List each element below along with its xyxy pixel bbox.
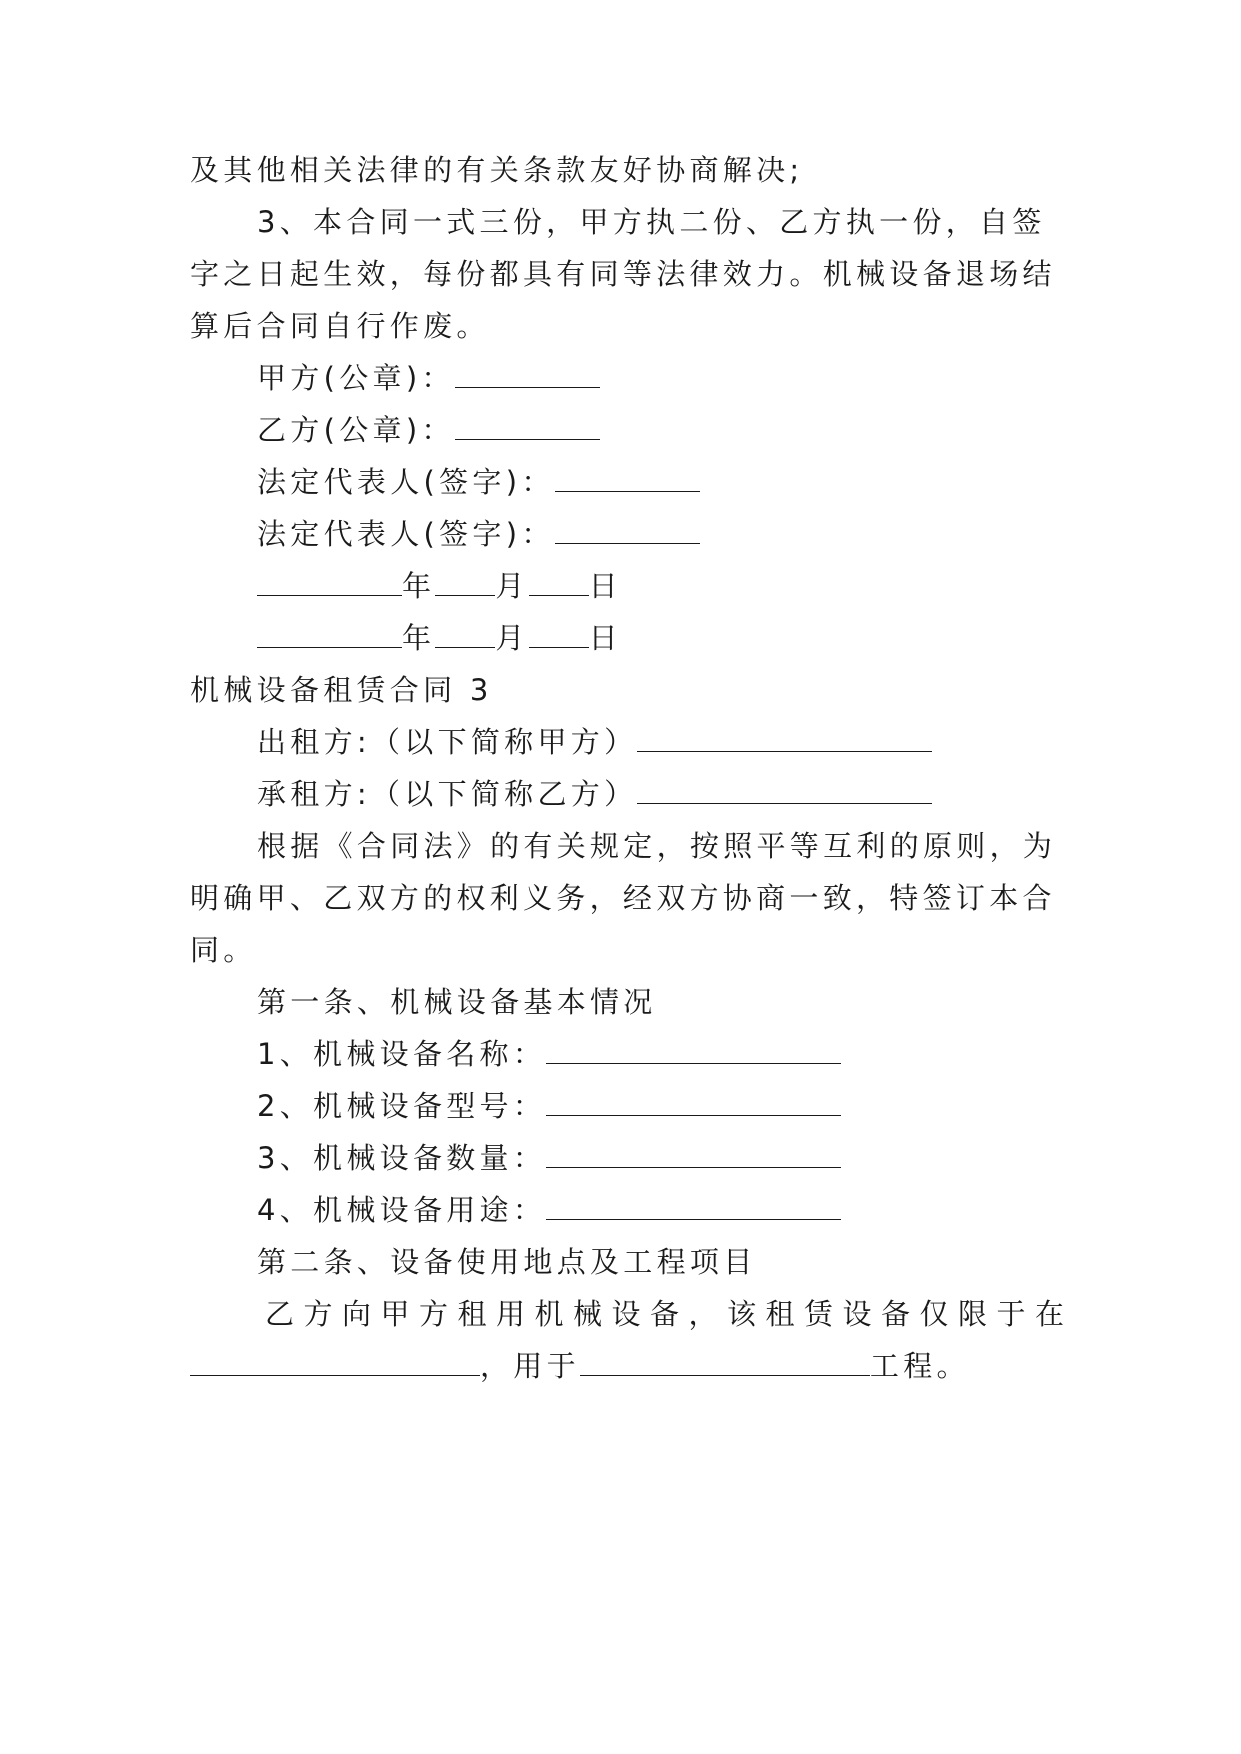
- date-day-label: 日: [588, 569, 622, 603]
- item-label: 4、机械设备用途：: [257, 1193, 547, 1227]
- representative-label: 法定代表人(签字)：: [257, 465, 555, 499]
- signature-party-b: [257, 410, 600, 450]
- representative-label: 法定代表人(签字)：: [257, 517, 555, 551]
- blank-line: [555, 465, 700, 492]
- article-item: [257, 1190, 841, 1230]
- paragraph-line: 字之日起生效，每份都具有同等法律效力。机械设备退场结: [190, 257, 1056, 291]
- lessor-label: 出租方:（以下简称甲方）: [257, 725, 638, 759]
- blank-line: [555, 517, 700, 544]
- blank-line: [546, 1089, 841, 1116]
- item-label: 3、机械设备数量：: [257, 1141, 547, 1175]
- blank-line: [637, 725, 932, 752]
- blank-line: [257, 621, 402, 648]
- paragraph-line: 算后合同自行作废。: [190, 309, 490, 343]
- blank-line: [190, 1349, 480, 1376]
- date-month-label: 月: [495, 621, 529, 655]
- representative-b: [257, 514, 700, 554]
- usage-label: ，用于: [480, 1349, 580, 1383]
- section-title: 机械设备租赁合同 3: [190, 673, 493, 707]
- signature-party-a: [257, 358, 600, 398]
- signature-label: 甲方(公章)：: [257, 361, 455, 395]
- date-year-label: 年: [402, 569, 436, 603]
- blank-line: [529, 621, 589, 648]
- article-item: [257, 1138, 841, 1178]
- article-title: 第一条、机械设备基本情况: [257, 985, 657, 1019]
- paragraph-line: 明确甲、乙双方的权利义务，经双方协商一致，特签订本合: [190, 881, 1056, 915]
- date-line: [257, 618, 622, 658]
- paragraph-line: 同。: [190, 933, 257, 967]
- lessee-label: 承租方:（以下简称乙方）: [257, 777, 638, 811]
- blank-line: [546, 1037, 841, 1064]
- blank-line: [435, 621, 495, 648]
- paragraph-line: 乙方向甲方租用机械设备，该租赁设备仅限于在: [265, 1297, 1074, 1331]
- signature-label: 乙方(公章)：: [257, 413, 455, 447]
- blank-line: [455, 361, 600, 388]
- blank-line: [435, 569, 495, 596]
- paragraph-line: 3、本合同一式三份，甲方执二份、乙方执一份，自签: [257, 205, 1046, 239]
- paragraph-line: 及其他相关法律的有关条款友好协商解决;: [190, 153, 804, 187]
- blank-line: [529, 569, 589, 596]
- date-line: [257, 566, 622, 606]
- article-item: [257, 1086, 841, 1126]
- paragraph-line: 根据《合同法》的有关规定，按照平等互利的原则，为: [257, 829, 1057, 863]
- paragraph-line: [190, 1346, 970, 1386]
- lessor-line: [257, 722, 932, 762]
- blank-line: [546, 1193, 841, 1220]
- representative-a: [257, 462, 700, 502]
- blank-line: [580, 1349, 870, 1376]
- date-month-label: 月: [495, 569, 529, 603]
- item-label: 1、机械设备名称：: [257, 1037, 547, 1071]
- blank-line: [637, 777, 932, 804]
- item-label: 2、机械设备型号：: [257, 1089, 547, 1123]
- blank-line: [546, 1141, 841, 1168]
- article-item: [257, 1034, 841, 1074]
- date-year-label: 年: [402, 621, 436, 655]
- blank-line: [455, 413, 600, 440]
- date-day-label: 日: [588, 621, 622, 655]
- blank-line: [257, 569, 402, 596]
- project-suffix: 工程。: [869, 1349, 970, 1383]
- article-title: 第二条、设备使用地点及工程项目: [257, 1245, 757, 1279]
- lessee-line: [257, 774, 932, 814]
